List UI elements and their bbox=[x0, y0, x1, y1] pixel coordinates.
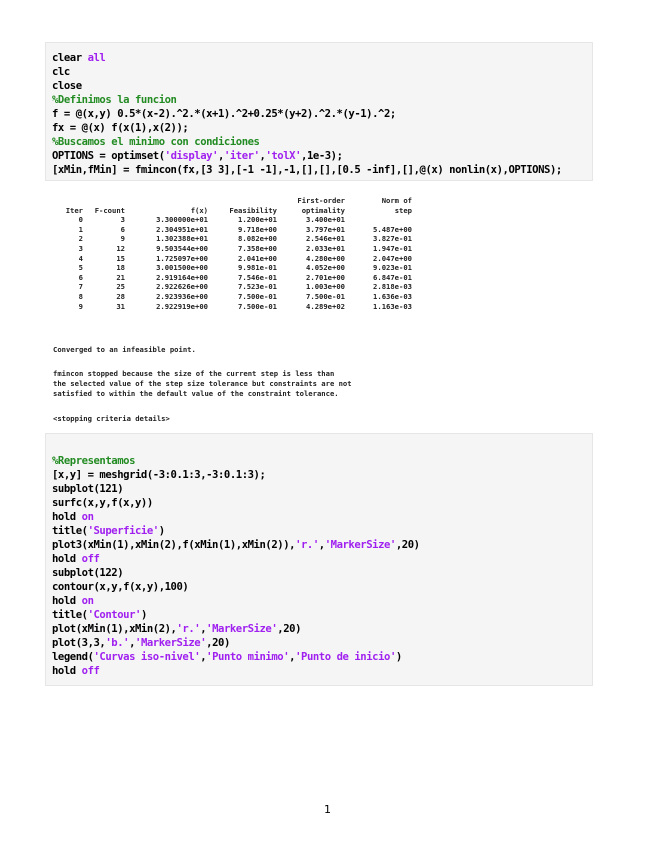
table-row bbox=[53, 292, 412, 302]
code-token: hold bbox=[52, 553, 82, 565]
table-cell: 9.981e-01 bbox=[238, 263, 277, 273]
table-cell: 3.001500e+00 bbox=[156, 263, 208, 273]
code-comment-line bbox=[52, 135, 586, 149]
code-string: 'MarkerSize' bbox=[135, 637, 207, 649]
code-token: ,1e-3); bbox=[301, 150, 343, 162]
table-cell: 7.500e-01 bbox=[238, 301, 277, 311]
code-comment-line bbox=[52, 93, 586, 107]
table-cell: 1 bbox=[78, 224, 83, 234]
table-row bbox=[53, 273, 412, 283]
code-token: clear bbox=[52, 52, 88, 64]
header-fx: f(x) bbox=[190, 205, 208, 215]
table-cell: 7.358e+00 bbox=[238, 243, 277, 253]
table-cell: 8 bbox=[78, 291, 83, 301]
table-header-top bbox=[53, 196, 412, 206]
table-row bbox=[53, 254, 412, 264]
code-token: title( bbox=[52, 525, 88, 537]
code-token: plot(xMin(1),xMin(2), bbox=[52, 623, 177, 635]
code-token: clc bbox=[52, 66, 70, 78]
code-line bbox=[52, 650, 586, 664]
table-cell: 0 bbox=[78, 215, 83, 225]
code-comment: %Buscamos el minimo con condiciones bbox=[52, 136, 260, 148]
code-comment: %Representamos bbox=[52, 455, 135, 467]
code-line bbox=[52, 51, 586, 65]
code-line bbox=[52, 149, 586, 163]
stop-message-line: the selected value of the step size tolerance but constraints are not bbox=[53, 379, 352, 388]
table-cell: 3.827e-01 bbox=[373, 234, 412, 244]
table-row bbox=[53, 263, 412, 273]
code-string: on bbox=[81, 511, 94, 523]
code-line bbox=[52, 636, 586, 650]
code-string: 'r.' bbox=[176, 623, 201, 635]
table-cell: 3 bbox=[78, 243, 83, 253]
code-token: plot3(xMin(1),xMin(2),f(xMin(1),xMin(2)), bbox=[52, 539, 296, 551]
code-string: 'Curvas iso-nivel' bbox=[93, 651, 201, 663]
code-string: 'tolX' bbox=[265, 150, 302, 162]
table-cell: 1.302388e+01 bbox=[156, 234, 208, 244]
table-cell: 9 bbox=[120, 234, 125, 244]
table-cell: 21 bbox=[116, 272, 125, 282]
code-line bbox=[52, 580, 586, 594]
code-line bbox=[52, 496, 586, 510]
header-norm-of: Norm of bbox=[381, 196, 412, 205]
table-cell bbox=[345, 215, 412, 225]
table-cell: 7.500e-01 bbox=[238, 291, 277, 301]
code-token: f = @(x,y) 0.5*(x-2).^2.*(x+1).^2+0.25*(y+2).^2.*(y-1).^2; bbox=[52, 108, 396, 120]
table-cell: 2.922919e+00 bbox=[156, 301, 208, 311]
code-string: 'MarkerSize' bbox=[206, 623, 278, 635]
table-cell: 2.033e+01 bbox=[306, 243, 345, 253]
code-line bbox=[52, 79, 586, 93]
stop-message-line: fmincon stopped because the size of the current step is less than bbox=[53, 369, 335, 378]
table-cell: 5.487e+00 bbox=[373, 224, 412, 234]
code-line bbox=[52, 121, 586, 135]
code-token: ) bbox=[158, 525, 165, 537]
table-cell: 4.052e+00 bbox=[306, 263, 345, 273]
code-token: , bbox=[259, 150, 266, 162]
header-iter: Iter bbox=[65, 205, 83, 215]
code-string: 'Superficie' bbox=[87, 525, 159, 537]
table-cell: 6 bbox=[78, 272, 83, 282]
header-fcount: F-count bbox=[94, 205, 125, 215]
table-header bbox=[53, 206, 412, 216]
table-cell: 25 bbox=[116, 282, 125, 292]
table-cell: 28 bbox=[116, 291, 125, 301]
code-token: plot(3,3, bbox=[52, 637, 106, 649]
table-cell: 4.280e+00 bbox=[306, 253, 345, 263]
code-token: contour(x,y,f(x,y),100) bbox=[52, 581, 189, 593]
table-cell: 2.047e+00 bbox=[373, 253, 412, 263]
table-row bbox=[53, 282, 412, 292]
code-token: [x,y] = meshgrid(-3:0.1:3,-3:0.1:3); bbox=[52, 469, 266, 481]
header-optimality: optimality bbox=[301, 205, 345, 215]
code-token: legend( bbox=[52, 651, 94, 663]
table-cell: 7 bbox=[78, 282, 83, 292]
table-cell: 2.922626e+00 bbox=[156, 282, 208, 292]
table-cell: 1.163e-03 bbox=[373, 301, 412, 311]
code-token: ) bbox=[140, 609, 147, 621]
table-cell: 6 bbox=[120, 224, 125, 234]
header-feasibility: Feasibility bbox=[229, 205, 277, 215]
table-cell: 2.701e+00 bbox=[306, 272, 345, 282]
table-cell: 6.847e-01 bbox=[373, 272, 412, 282]
table-cell: 2.546e+01 bbox=[306, 234, 345, 244]
stop-message-line: satisfied to within the default value of the constraint tolerance. bbox=[53, 389, 339, 398]
code-token: title( bbox=[52, 609, 88, 621]
table-cell: 9.023e-01 bbox=[373, 263, 412, 273]
code-comment-line bbox=[52, 454, 586, 468]
code-token: surfc(x,y,f(x,y)) bbox=[52, 497, 153, 509]
table-cell: 2 bbox=[78, 234, 83, 244]
code-token: , bbox=[129, 637, 136, 649]
code-line bbox=[52, 482, 586, 496]
code-line bbox=[52, 107, 586, 121]
table-cell: 5 bbox=[78, 263, 83, 273]
code-token: , bbox=[318, 539, 325, 551]
table-row bbox=[53, 225, 412, 235]
code-token: ) bbox=[395, 651, 402, 663]
table-cell: 3.400e+01 bbox=[306, 215, 345, 225]
header-step: step bbox=[394, 205, 412, 215]
code-string: 'MarkerSize' bbox=[324, 539, 396, 551]
iteration-table bbox=[53, 196, 412, 311]
table-cell: 1.003e+00 bbox=[306, 282, 345, 292]
table-row bbox=[53, 215, 412, 225]
code-token: ,20) bbox=[277, 623, 302, 635]
table-cell: 2.041e+00 bbox=[238, 253, 277, 263]
table-cell: 12 bbox=[116, 243, 125, 253]
code-token: , bbox=[218, 150, 224, 162]
code-line bbox=[52, 664, 586, 678]
code-line bbox=[52, 468, 586, 482]
table-cell: 9.503544e+00 bbox=[156, 243, 208, 253]
table-cell: 2.919164e+00 bbox=[156, 272, 208, 282]
code-comment: %Definimos la funcion bbox=[52, 94, 177, 106]
table-cell: 1.200e+01 bbox=[238, 215, 277, 225]
table-cell: 1.947e-01 bbox=[373, 243, 412, 253]
code-line bbox=[52, 608, 586, 622]
code-line bbox=[52, 510, 586, 524]
table-row bbox=[53, 302, 412, 312]
code-token: [xMin,fMin] = fmincon(fx,[3 3],[-1 -1],-1,[],[],[0.5 -inf],[],@(x) nonlin(x),OPTIONS); bbox=[52, 164, 562, 176]
table-cell: 7.500e-01 bbox=[306, 291, 345, 301]
code-token: , bbox=[200, 651, 207, 663]
code-token: OPTIONS = optimset( bbox=[52, 150, 165, 162]
table-cell: 3.300000e+01 bbox=[156, 215, 208, 225]
table-cell: 7.546e-01 bbox=[238, 272, 277, 282]
code-line bbox=[52, 538, 586, 552]
code-string: 'Punto minimo' bbox=[206, 651, 290, 663]
table-cell: 4 bbox=[78, 253, 83, 263]
table-cell: 9.718e+00 bbox=[238, 224, 277, 234]
code-string: all bbox=[87, 52, 106, 64]
code-string: 'Punto de inicio' bbox=[295, 651, 396, 663]
code-token: fx = @(x) f(x(1),x(2)); bbox=[52, 122, 189, 134]
code-string: 'b.' bbox=[105, 637, 130, 649]
code-line bbox=[52, 594, 586, 608]
table-row bbox=[53, 244, 412, 254]
header-first-order: First-order bbox=[297, 196, 345, 205]
converged-message: Converged to an infeasible point. bbox=[53, 345, 196, 354]
stopping-criteria-link[interactable]: <stopping criteria details> bbox=[53, 414, 170, 423]
table-row bbox=[53, 234, 412, 244]
code-token: hold bbox=[52, 595, 82, 607]
table-cell: 15 bbox=[116, 253, 125, 263]
table-cell: 18 bbox=[116, 263, 125, 273]
table-cell: 2.818e-03 bbox=[373, 282, 412, 292]
code-token: close bbox=[52, 80, 82, 92]
table-cell: 2.923936e+00 bbox=[156, 291, 208, 301]
code-token: , bbox=[289, 651, 296, 663]
table-cell: 4.289e+02 bbox=[306, 301, 345, 311]
code-token: hold bbox=[52, 665, 82, 677]
table-cell: 3 bbox=[120, 215, 125, 225]
table-cell: 31 bbox=[116, 301, 125, 311]
code-string: off bbox=[81, 553, 100, 565]
code-line bbox=[52, 552, 586, 566]
code-token: , bbox=[200, 623, 207, 635]
code-string: 'iter' bbox=[223, 150, 260, 162]
code-line bbox=[52, 163, 586, 177]
page-number: 1 bbox=[324, 803, 331, 816]
code-token: ,20) bbox=[395, 539, 420, 551]
code-line bbox=[52, 622, 586, 636]
code-line bbox=[52, 566, 586, 580]
code-string: off bbox=[81, 665, 100, 677]
code-token: ,20) bbox=[206, 637, 230, 649]
code-line bbox=[52, 65, 586, 79]
code-string: on bbox=[81, 595, 94, 607]
code-token: subplot(121) bbox=[52, 483, 124, 495]
code-string: 'Contour' bbox=[87, 609, 141, 621]
code-string: 'r.' bbox=[295, 539, 319, 551]
table-cell: 1.636e-03 bbox=[373, 291, 412, 301]
table-cell: 9 bbox=[78, 301, 83, 311]
code-token: hold bbox=[52, 511, 82, 523]
code-line bbox=[52, 524, 586, 538]
table-cell: 2.304951e+01 bbox=[156, 224, 208, 234]
table-cell: 7.523e-01 bbox=[238, 282, 277, 292]
code-token: subplot(122) bbox=[52, 567, 124, 579]
code-string: 'display' bbox=[164, 150, 218, 162]
code-block-definition[interactable] bbox=[45, 42, 593, 181]
table-cell: 1.725097e+00 bbox=[156, 253, 208, 263]
table-cell: 3.797e+01 bbox=[306, 224, 345, 234]
code-block-plotting[interactable] bbox=[45, 433, 593, 686]
table-cell: 8.082e+00 bbox=[238, 234, 277, 244]
